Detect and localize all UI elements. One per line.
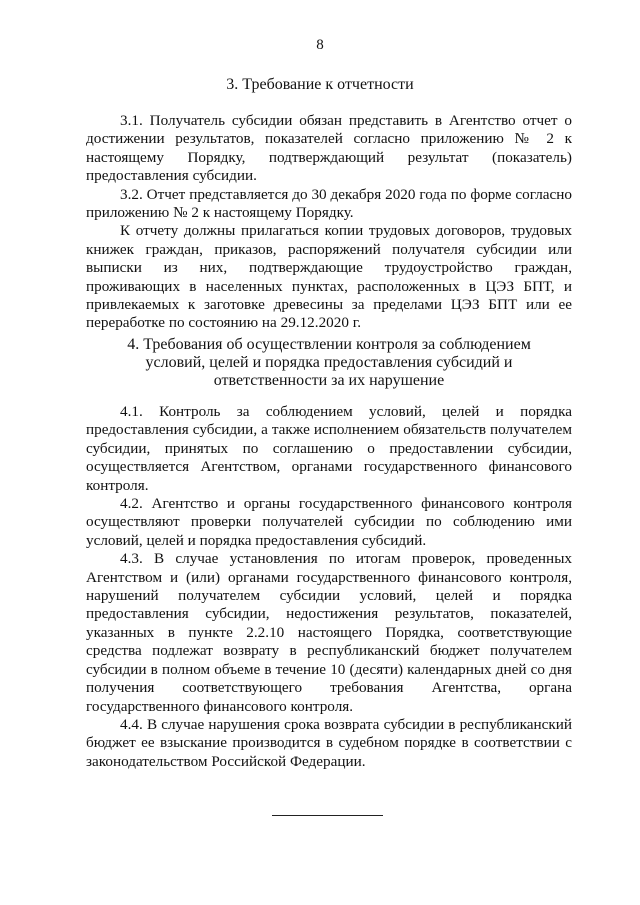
section-4-body bbox=[86, 403, 572, 771]
paragraph-4-4: 4.4. В случае нарушения срока возврата субсидии в республиканский бюджет ее взыскание производится в судебном порядке в соответствии с законодательством Российской Федерации. bbox=[86, 715, 572, 770]
section-4-heading-line: условий, целей и порядка предоставления субсидий и bbox=[145, 354, 513, 371]
paragraph-4-2: 4.2. Агентство и органы государственного финансового контроля осуществляют проверки получателей субсидии по соблюдению ими условий, целей и порядка предоставления субсидий. bbox=[86, 495, 572, 549]
section-3-heading bbox=[0, 76, 640, 94]
paragraph-4-1: 4.1. Контроль за соблюдением условий, целей и порядка предоставления субсидии, а также исполнением обязательств получателем субсидии, принятых по соглашению о предоставлении субсидии, осуществляется Агентством, органами государственного финансового контроля. bbox=[86, 403, 572, 494]
section-3-heading-text: 3. Требование к отчетности bbox=[226, 76, 414, 93]
paragraph-3-1: 3.1. Получатель субсидии обязан представить в Агентство отчет о достижении результатов, показателей согласно приложению № 2 к настоящему Порядку, подтверждающий результат (показатель) предоставления субсидии. bbox=[86, 112, 572, 185]
paragraph-4-3: 4.3. В случае установления по итогам проверок, проведенных Агентством и (или) органами государственного финансового контроля, нарушений получателем субсидии условий, целей и порядка предоставления субсидии, недостижения результатов, показателей, указанных в пункте 2.2.10 настоящего Порядка, соответствующие средства подлежат возврату в республиканский бюджет получателем субсидии в полном объеме в течение 10 (десяти) календарных дней со дня получения соответствующего требования Агентства, органа государственного финансового контроля. bbox=[86, 550, 572, 715]
section-3-body bbox=[86, 112, 572, 333]
section-4-heading bbox=[86, 336, 572, 390]
paragraph-3-2-attachments: К отчету должны прилагаться копии трудовых договоров, трудовых книжек граждан, приказов, распоряжений получателя субсидии или выписки из них, подтверждающие трудоустройство граждан, проживающих в населенных пунктах, расположенных в ЦЭЗ БПТ, и привлекаемых к заготовке древесины за пределами ЦЭЗ БПТ или ее переработке по состоянию на 29.12.2020 г. bbox=[86, 222, 572, 332]
end-of-text-rule bbox=[272, 815, 383, 816]
section-4-heading-line: ответственности за их нарушение bbox=[213, 372, 445, 389]
section-4-heading-line: 4. Требования об осуществлении контроля за соблюдением bbox=[127, 336, 531, 353]
page-number: 8 bbox=[316, 37, 324, 53]
paragraph-3-2: 3.2. Отчет представляется до 30 декабря 2020 года по форме согласно приложению № 2 к настоящему Порядку. bbox=[86, 185, 572, 222]
